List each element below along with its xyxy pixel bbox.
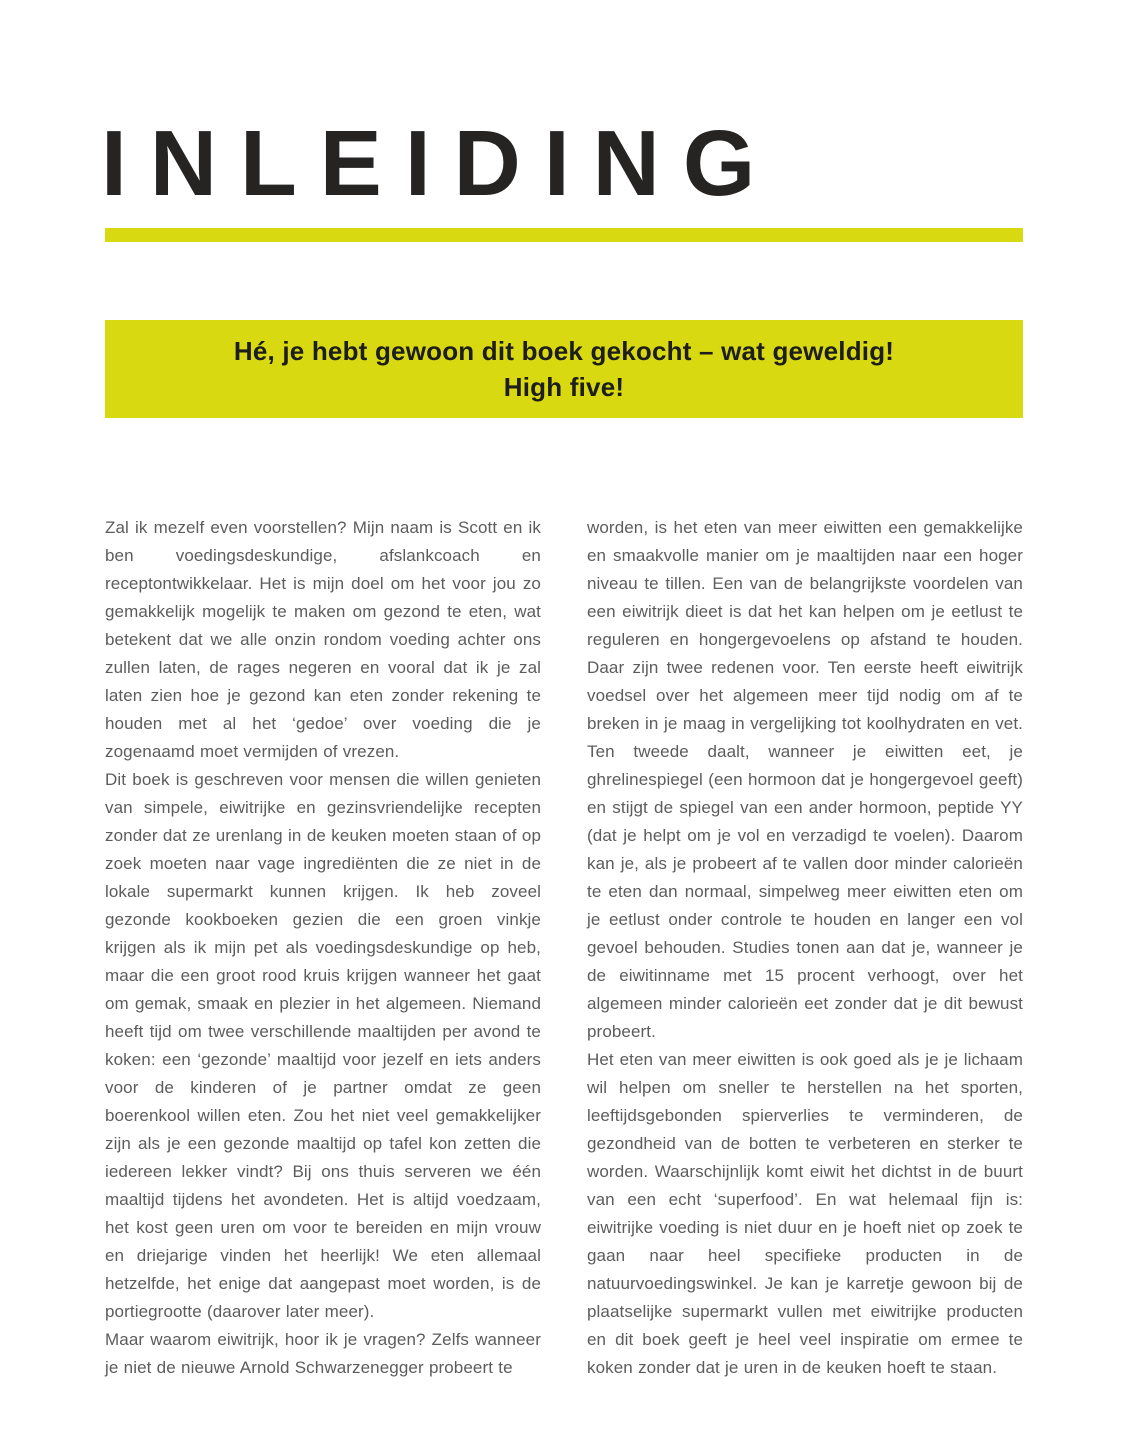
callout-line-1: Hé, je hebt gewoon dit boek gekocht – wat geweldig! <box>233 336 895 366</box>
page-title: INLEIDING <box>101 111 779 215</box>
column-right <box>587 514 1023 1382</box>
body-paragraph: Het eten van meer eiwitten is ook goed als je je lichaam wil helpen om sneller te herstellen na het sporten, leeftijdsgebonden spierverlies te verminderen, de gezondheid van de botten te verbeteren en sterker te worden. Waarschijnlijk komt eiwit het dichtst in de buurt van een echt ‘superfood’. En wat helemaal fijn is: eiwitrijke voeding is niet duur en je hoeft niet op zoek te gaan naar heel specifieke producten in de natuurvoedingswinkel. Je kan je karretje gewoon bij de plaatselijke supermarkt vullen met eiwitrijke producten en dit boek geeft je heel veel inspiratie om ermee te koken zonder dat je uren in de keuken hoeft te staan. <box>587 1050 1023 1377</box>
body-paragraph: Maar waarom eiwitrijk, hoor ik je vragen? Zelfs wanneer je niet de nieuwe Arnold Schwarzenegger probeert te <box>105 1330 541 1377</box>
body-columns <box>105 514 1023 1382</box>
column-left <box>105 514 541 1382</box>
callout-line-2: High five! <box>503 372 625 402</box>
callout-box <box>105 320 1023 418</box>
body-paragraph: Zal ik mezelf even voorstellen? Mijn naam is Scott en ik ben voedingsdeskundige, afslankcoach en receptontwikkelaar. Het is mijn doel om het voor jou zo gemakkelijk mogelijk te maken om gezond te eten, wat betekent dat we alle onzin rondom voeding achter ons zullen laten, de rages negeren en vooral dat ik je zal laten zien hoe je gezond kan eten zonder rekening te houden met al het ‘gedoe’ over voeding die je zogenaamd moet vermijden of vrezen. <box>105 518 541 761</box>
body-paragraph: worden, is het eten van meer eiwitten een gemakkelijke en smaakvolle manier om je maaltijden naar een hoger niveau te tillen. Een van de belangrijkste voordelen van een eiwitrijk dieet is dat het kan helpen om je eetlust te reguleren en hongergevoelens op afstand te houden. Daar zijn twee redenen voor. Ten eerste heeft eiwitrijk voedsel over het algemeen meer tijd nodig om af te breken in je maag in vergelijking tot koolhydraten en vet. Ten tweede daalt, wanneer je eiwitten eet, je ghrelinespiegel (een hormoon dat je hongergevoel geeft) en stijgt de spiegel van een ander hormoon, peptide YY (dat je helpt om je vol en verzadigd te voelen). Daarom kan je, als je probeert af te vallen door minder calorieën te eten dan normaal, simpelweg meer eiwitten eten om je eetlust onder controle te houden en langer een vol gevoel behouden. Studies tonen aan dat je, wanneer je de eiwitinname met 15 procent verhoogt, over het algemeen minder calorieën eet zonder dat je dit bewust probeert. <box>587 518 1023 1041</box>
title-underline-bar <box>105 228 1023 242</box>
body-paragraph: Dit boek is geschreven voor mensen die willen genieten van simpele, eiwitrijke en gezinsvriendelijke recepten zonder dat ze urenlang in de keuken moeten staan of op zoek moeten naar vage ingrediënten die ze niet in de lokale supermarkt kunnen krijgen. Ik heb zoveel gezonde kookboeken gezien die een groen vinkje krijgen als ik mijn pet als voedingsdeskundige op heb, maar die een groot rood kruis krijgen wanneer het gaat om gemak, smaak en plezier in het algemeen. Niemand heeft tijd om twee verschillende maaltijden per avond te koken: een ‘gezonde’ maaltijd voor jezelf en iets anders voor de kinderen of je partner omdat ze geen boerenkool willen eten. Zou het niet veel gemakkelijker zijn als je een gezonde maaltijd op tafel kon zetten die iedereen lekker vindt? Bij ons thuis serveren we één maaltijd tijdens het avondeten. Het is altijd voedzaam, het kost geen uren om voor te bereiden en mijn vrouw en driejarige vinden het heerlijk! We eten allemaal hetzelfde, het enige dat aangepast moet worden, is de portiegrootte (daarover later meer). <box>105 770 541 1321</box>
